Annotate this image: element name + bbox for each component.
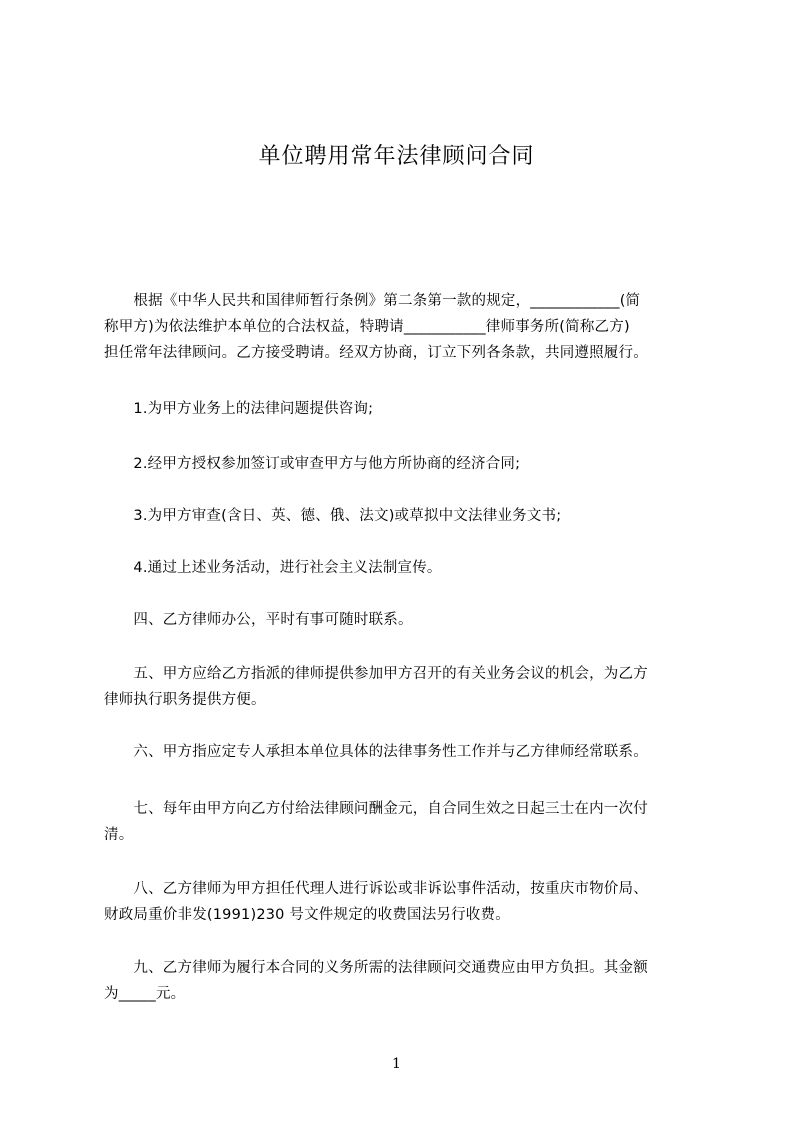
text-line: 律师执行职务提供方便。 [104, 692, 266, 708]
paragraph-clause-8 [104, 876, 704, 928]
text-line: 根据《中华人民共和国律师暂行条例》第二条第一款的规定，____________(简 [104, 293, 641, 309]
document-title: 单位聘用常年法律顾问合同 [258, 144, 535, 169]
text-line: 1.为甲方业务上的法律问题提供咨询; [104, 401, 374, 417]
text-line: 清。 [104, 827, 134, 843]
text-line: 称甲方)为依法维护本单位的合法权益，特聘请___________律师事务所(简称乙方) [104, 319, 630, 335]
text-line: 为_____元。 [104, 986, 186, 1002]
text-line: 担任常年法律顾问。乙方接受聘请。经双方协商，订立下列各条款，共同遵照履行。 [104, 345, 648, 361]
paragraph-clause-5 [104, 661, 704, 713]
text-line: 2.经甲方授权参加签订或审查甲方与他方所协商的经济合同; [104, 456, 521, 472]
paragraph-clause-7 [104, 796, 704, 848]
paragraph-item-2 [104, 451, 704, 477]
paragraph-item-3 [104, 503, 704, 529]
text-line: 五、甲方应给乙方指派的律师提供参加甲方召开的有关业务会议的机会，为乙方 [104, 666, 648, 682]
text-line: 4.通过上述业务活动，进行社会主义法制宣传。 [104, 560, 442, 576]
text-line: 六、甲方指应定专人承担本单位具体的法律事务性工作并与乙方律师经常联系。 [104, 744, 648, 760]
paragraph-clause-6 [104, 739, 704, 765]
paragraph-clause-9 [104, 955, 704, 1007]
paragraph-preamble [104, 288, 704, 366]
paragraph-item-4 [104, 555, 704, 581]
text-line: 3.为甲方审查(含日、英、德、俄、法文)或草拟中文法律业务文书; [104, 508, 562, 524]
text-line: 财政局重价非发(1991)230 号文件规定的收费国法另行收费。 [104, 907, 510, 923]
paragraph-clause-4 [104, 607, 704, 633]
text-line: 七、每年由甲方向乙方付给法律顾问酬金元，自合同生效之日起三士在内一次付 [104, 801, 648, 817]
text-line: 四、乙方律师办公，平时有事可随时联系。 [104, 612, 413, 628]
text-line: 九、乙方律师为履行本合同的义务所需的法律顾问交通费应由甲方负担。其金额 [104, 960, 648, 976]
page-number: 1 [392, 1056, 401, 1072]
paragraph-item-1 [104, 396, 704, 422]
text-line: 八、乙方律师为甲方担任代理人进行诉讼或非诉讼事件活动，按重庆市物价局、 [104, 881, 648, 897]
